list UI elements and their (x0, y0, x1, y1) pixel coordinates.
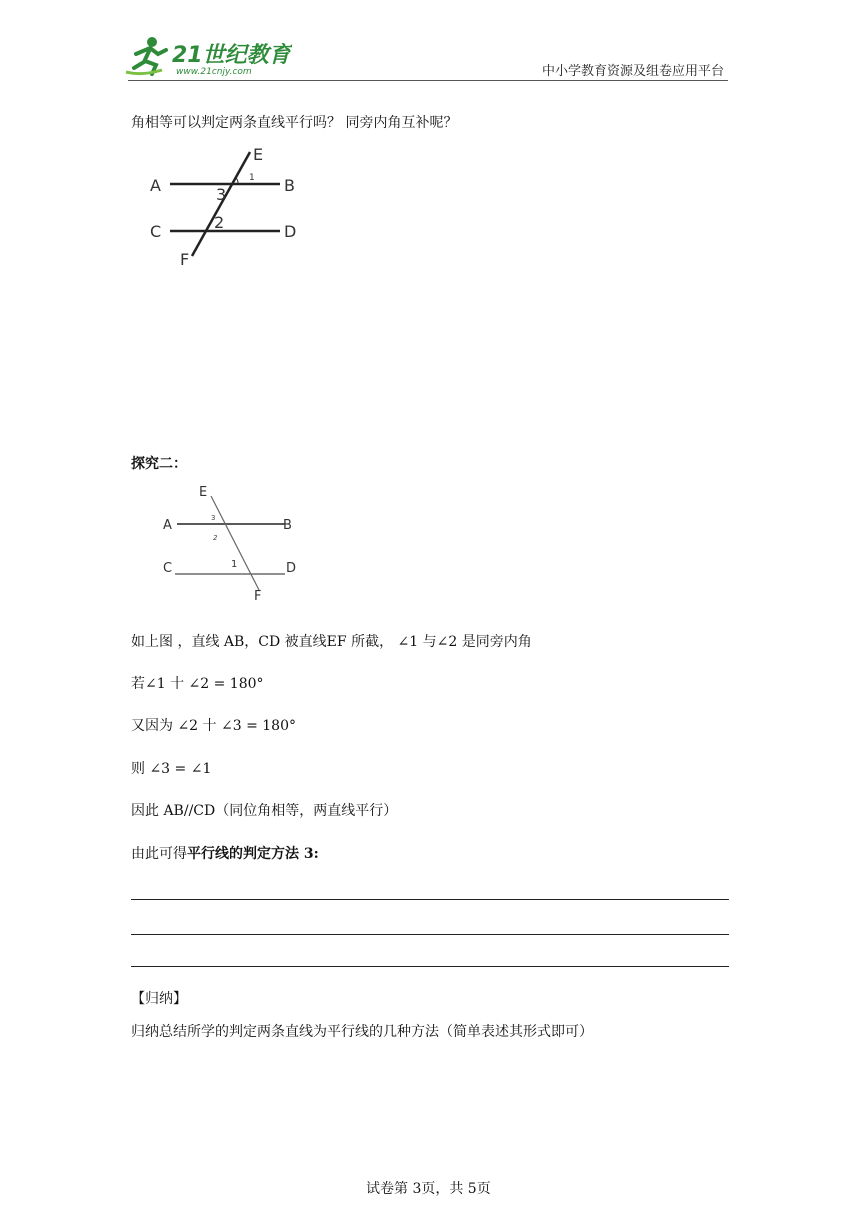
answer-line-1[interactable] (131, 899, 729, 900)
label-c: C (150, 222, 162, 241)
label-b: B (283, 518, 292, 533)
label-b: B (284, 176, 295, 195)
header-divider (128, 80, 728, 81)
label-a: A (163, 518, 172, 533)
angle-3-label: 3 (211, 514, 216, 522)
svg-text:www.21cnjy.com: www.21cnjy.com (176, 67, 252, 77)
proof-line-3: 又因为 ∠2 十 ∠3 = 180° (131, 718, 296, 734)
angle-3-label: 3 (216, 185, 227, 204)
angle-1-label: 1 (249, 173, 255, 183)
figure-1 (140, 140, 320, 270)
label-a: A (150, 176, 161, 195)
proof-line-4: 则 ∠3 = ∠1 (131, 761, 212, 777)
label-d: D (286, 561, 297, 576)
method-title: 平行线的判定方法 3: (187, 846, 319, 862)
svg-text:21世纪教育: 21世纪教育 (172, 43, 291, 68)
runner-icon (126, 37, 166, 74)
method-line (131, 843, 319, 863)
angle-2-label: 2 (214, 213, 225, 232)
angle-1-label: 1 (231, 559, 238, 570)
figure-2 (155, 480, 315, 605)
platform-name: 中小学教育资源及组卷应用平台 (542, 64, 725, 79)
label-e: E (199, 485, 208, 500)
brand-logo (122, 32, 292, 80)
label-e: E (253, 145, 264, 164)
label-f: F (254, 589, 262, 604)
proof-line-2: 若∠1 十 ∠2 = 180° (131, 676, 264, 692)
line-ef (211, 496, 259, 590)
angle-2-label: 2 (213, 534, 218, 542)
method-prefix: 由此可得 (131, 846, 187, 862)
section-title: 探究二： (131, 456, 187, 472)
page-number: 试卷第 3页，共 5页 (366, 1181, 491, 1197)
label-d: D (284, 222, 297, 241)
question-line: 角相等可以判定两条直线平行吗？ 同旁内角互补呢？ (131, 115, 458, 131)
label-f: F (180, 250, 190, 269)
proof-line-1: 如上图 ，直线 AB，CD 被直线EF 所截， ∠1 与∠2 是同旁内角 (131, 634, 532, 650)
answer-line-3[interactable] (131, 966, 729, 967)
line-ef (192, 152, 250, 256)
proof-line-5: 因此 AB//CD（同位角相等，两直线平行） (131, 803, 398, 819)
summary-title: 【归纳】 (131, 991, 187, 1007)
label-c: C (163, 561, 173, 576)
answer-line-2[interactable] (131, 934, 729, 935)
summary-text: 归纳总结所学的判定两条直线为平行线的几种方法（简单表述其形式即可） (131, 1024, 593, 1040)
